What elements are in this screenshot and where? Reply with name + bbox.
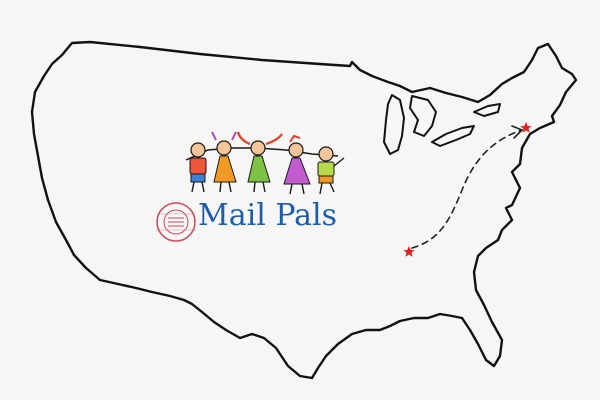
child-figure — [190, 143, 206, 192]
route-arrowhead — [512, 126, 522, 138]
great-lake-ontario — [474, 104, 500, 116]
star-icon — [520, 122, 531, 133]
great-lake-erie — [432, 126, 474, 146]
child-figure — [284, 136, 310, 194]
children-holding-hands-illustration — [186, 132, 344, 194]
mail-route-dashed-line — [412, 130, 522, 248]
child-figure — [238, 132, 282, 192]
child-figure — [212, 132, 236, 192]
great-lake-michigan — [384, 95, 404, 154]
brand-title: Mail Pals — [198, 198, 338, 233]
child-figure — [318, 147, 344, 194]
great-lake-huron — [410, 96, 436, 136]
postmark-stamp — [156, 203, 196, 241]
